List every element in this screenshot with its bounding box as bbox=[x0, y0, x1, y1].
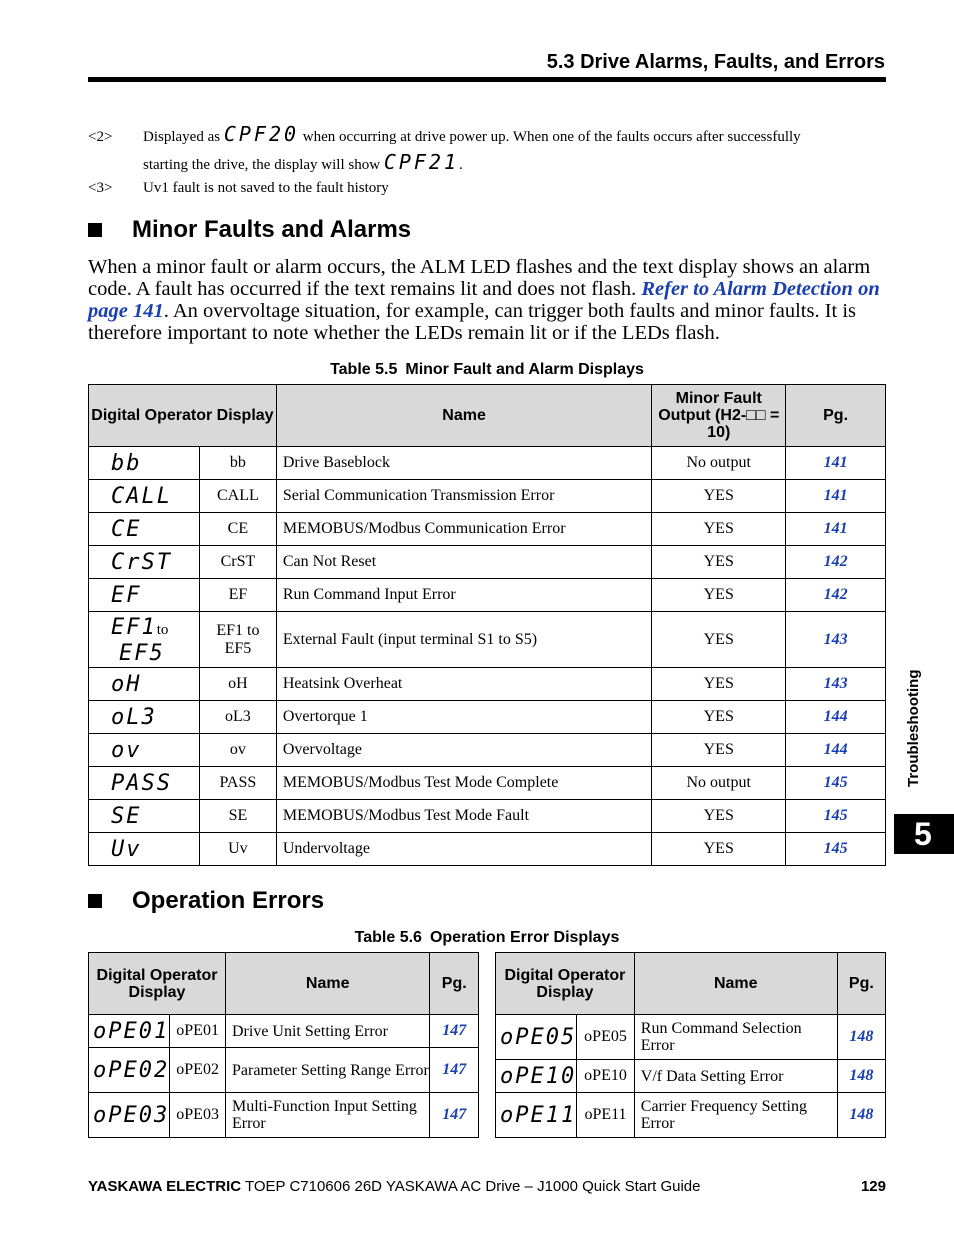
bullet-square-icon bbox=[88, 223, 102, 237]
name-cell: Can Not Reset bbox=[276, 546, 651, 579]
seg-display-code: oPE10 bbox=[500, 1064, 577, 1089]
code-cell bbox=[199, 668, 276, 701]
code-cell: oPE01 bbox=[170, 1015, 226, 1048]
caption-number: Table 5.5 bbox=[330, 361, 398, 378]
page-link[interactable]: 148 bbox=[837, 1060, 885, 1093]
name-cell: Run Command Selection Error bbox=[634, 1015, 837, 1060]
seg-display-code: oH bbox=[111, 672, 142, 697]
seg-display-cell bbox=[496, 1060, 577, 1093]
code-cell bbox=[199, 701, 276, 734]
output-cell: YES bbox=[652, 668, 786, 701]
code-cell bbox=[199, 579, 276, 612]
seg-display-code: EF bbox=[111, 583, 142, 608]
output-cell: YES bbox=[652, 701, 786, 734]
operation-error-table-right bbox=[495, 952, 886, 1138]
output-cell: YES bbox=[652, 480, 786, 513]
seg-display-code: PASS bbox=[111, 771, 172, 796]
intro-paragraph bbox=[88, 256, 888, 344]
table-caption bbox=[88, 361, 886, 379]
code-text: CE bbox=[227, 520, 249, 537]
seg-display-cell bbox=[89, 767, 200, 800]
seg-display-cell bbox=[89, 833, 200, 866]
page-link[interactable]: 148 bbox=[837, 1015, 885, 1060]
table-row bbox=[89, 579, 886, 612]
minor-fault-table bbox=[88, 384, 886, 866]
seg-display-cell bbox=[496, 1015, 577, 1060]
name-cell: Run Command Input Error bbox=[276, 579, 651, 612]
seg-display-code: oPE05 bbox=[500, 1025, 577, 1050]
page-link[interactable]: 141 bbox=[786, 513, 886, 546]
chapter-tab[interactable]: 5 bbox=[894, 814, 954, 854]
name-cell: Overvoltage bbox=[276, 734, 651, 767]
name-cell: Heatsink Overheat bbox=[276, 668, 651, 701]
page-link[interactable]: 143 bbox=[786, 612, 886, 668]
code-cell bbox=[199, 513, 276, 546]
col-header-pg: Pg. bbox=[430, 953, 479, 1015]
note-text: when occurring at drive power up. When one of the faults occurs after successfully bbox=[299, 129, 801, 145]
heading-text: Operation Errors bbox=[132, 887, 325, 914]
header-title: 5.3 Drive Alarms, Faults, and Errors bbox=[546, 51, 885, 73]
name-cell: MEMOBUS/Modbus Test Mode Fault bbox=[276, 800, 651, 833]
page-link[interactable]: 148 bbox=[837, 1093, 885, 1138]
seg-display-code: EF5 bbox=[119, 640, 165, 666]
code-text: bb bbox=[229, 454, 246, 471]
name-cell: External Fault (input terminal S1 to S5) bbox=[276, 612, 651, 668]
table-row bbox=[496, 1060, 886, 1093]
seg-display-cell bbox=[89, 546, 200, 579]
code-text: SE bbox=[228, 807, 248, 824]
code-cell: oPE03 bbox=[170, 1093, 226, 1138]
seg-display-code: oPE11 bbox=[500, 1103, 577, 1128]
code-cell: oPE11 bbox=[577, 1093, 635, 1138]
page-link[interactable]: 147 bbox=[430, 1048, 479, 1093]
table-caption bbox=[88, 929, 886, 947]
table-row bbox=[89, 1015, 479, 1048]
seg-display-cell bbox=[89, 734, 200, 767]
output-cell: YES bbox=[652, 833, 786, 866]
footer-brand: YASKAWA ELECTRIC bbox=[88, 1178, 242, 1195]
output-cell: YES bbox=[652, 734, 786, 767]
section-heading-operation-errors bbox=[88, 887, 324, 915]
seg-display-code: oPE02 bbox=[93, 1058, 170, 1083]
page-link[interactable]: 141 bbox=[786, 447, 886, 480]
page-link[interactable]: 144 bbox=[786, 701, 886, 734]
col-header-display: Digital Operator Display bbox=[89, 385, 277, 447]
footer-doc: TOEP C710606 26D YASKAWA AC Drive – J1000 Quick Start Guide bbox=[241, 1178, 701, 1195]
seg-display-code: SE bbox=[111, 804, 142, 829]
table-row bbox=[89, 701, 886, 734]
seg-display-code: Uv bbox=[111, 837, 142, 862]
code-text: EF1 to bbox=[216, 621, 260, 639]
code-cell: oPE10 bbox=[577, 1060, 635, 1093]
table-row bbox=[89, 513, 886, 546]
col-header-display: Digital Operator Display bbox=[89, 953, 226, 1015]
code-cell bbox=[199, 734, 276, 767]
intro-text: . An overvoltage situation, for example, can trigger both faults and minor faults. It is therefore important to note whether the LEDs remain lit or if the LEDs flash. bbox=[88, 300, 857, 344]
note-text: . bbox=[459, 157, 463, 173]
table-row bbox=[89, 480, 886, 513]
code-cell: oPE05 bbox=[577, 1015, 635, 1060]
code-text: EF bbox=[228, 586, 248, 603]
output-cell: No output bbox=[652, 767, 786, 800]
code-text: PASS bbox=[219, 774, 257, 791]
caption-title: Operation Error Displays bbox=[429, 929, 620, 946]
seg-display-code: CPF20 bbox=[223, 122, 300, 146]
seg-display-code: CrST bbox=[111, 550, 172, 575]
output-cell: YES bbox=[652, 800, 786, 833]
table-row bbox=[496, 1015, 886, 1060]
seg-display-cell bbox=[89, 612, 200, 668]
col-header-display: Digital Operator Display bbox=[496, 953, 635, 1015]
name-cell: Undervoltage bbox=[276, 833, 651, 866]
col-header-name: Name bbox=[226, 953, 430, 1015]
name-cell: MEMOBUS/Modbus Communication Error bbox=[276, 513, 651, 546]
table-row bbox=[89, 734, 886, 767]
code-text: ov bbox=[229, 741, 246, 758]
page-link[interactable]: 145 bbox=[786, 800, 886, 833]
name-cell: Drive Baseblock bbox=[276, 447, 651, 480]
seg-display-code: oPE03 bbox=[93, 1103, 170, 1128]
name-cell: V/f Data Setting Error bbox=[634, 1060, 837, 1093]
seg-display-cell bbox=[89, 1048, 170, 1093]
name-cell: Parameter Setting Range Error bbox=[226, 1048, 430, 1093]
table-row bbox=[89, 1093, 479, 1138]
name-cell: MEMOBUS/Modbus Test Mode Complete bbox=[276, 767, 651, 800]
col-header-name: Name bbox=[276, 385, 651, 447]
seg-display-cell bbox=[89, 668, 200, 701]
col-header-pg: Pg. bbox=[837, 953, 885, 1015]
bullet-square-icon bbox=[88, 894, 102, 908]
operation-error-table-left bbox=[88, 952, 479, 1138]
seg-display-code: CALL bbox=[111, 484, 172, 509]
code-cell: oPE02 bbox=[170, 1048, 226, 1093]
header-rule bbox=[88, 77, 886, 82]
output-cell: YES bbox=[652, 579, 786, 612]
code-text: CrST bbox=[220, 553, 256, 570]
name-cell: Overtorque 1 bbox=[276, 701, 651, 734]
note-2 bbox=[88, 122, 801, 146]
note-marker: <3> bbox=[88, 180, 113, 196]
table-row bbox=[89, 833, 886, 866]
seg-display-code: CPF21 bbox=[383, 150, 460, 174]
code-text: CALL bbox=[217, 487, 259, 504]
code-cell bbox=[199, 612, 276, 668]
table-row bbox=[496, 1093, 886, 1138]
code-text: Uv bbox=[228, 840, 248, 857]
seg-to-text: to bbox=[156, 621, 169, 638]
col-header-output: Minor Fault Output (H2-□□ = 10) bbox=[652, 385, 786, 447]
seg-display-cell bbox=[89, 447, 200, 480]
seg-display-cell bbox=[89, 701, 200, 734]
note-text: Uv1 fault is not saved to the fault history bbox=[143, 180, 389, 196]
output-cell: No output bbox=[652, 447, 786, 480]
side-section-label: Troubleshooting bbox=[905, 669, 922, 787]
seg-display-cell bbox=[89, 1015, 170, 1048]
page-link[interactable]: 141 bbox=[786, 480, 886, 513]
code-text: oH bbox=[228, 675, 248, 692]
page-link[interactable]: 145 bbox=[786, 833, 886, 866]
code-cell bbox=[199, 546, 276, 579]
code-cell bbox=[199, 767, 276, 800]
note-marker: <2> bbox=[88, 129, 113, 145]
name-cell: Drive Unit Setting Error bbox=[226, 1015, 430, 1048]
code-cell bbox=[199, 800, 276, 833]
seg-display-code: CE bbox=[111, 517, 142, 542]
code-text: oL3 bbox=[225, 708, 251, 725]
name-cell: Multi-Function Input Setting Error bbox=[226, 1093, 430, 1138]
page-link[interactable]: 147 bbox=[430, 1015, 479, 1048]
table-row bbox=[89, 767, 886, 800]
intro-text: When a minor fault or alarm occurs, the ALM LED flashes and the text display shows an alarm code. A fault has occurred if the text remains lit and does not flash. bbox=[88, 256, 871, 300]
table-row bbox=[89, 447, 886, 480]
output-cell: YES bbox=[652, 513, 786, 546]
seg-display-code: ov bbox=[111, 738, 142, 763]
name-cell: Carrier Frequency Setting Error bbox=[634, 1093, 837, 1138]
note-3 bbox=[88, 180, 389, 197]
note-text: Displayed as bbox=[143, 129, 224, 145]
table-row bbox=[89, 668, 886, 701]
name-cell: Serial Communication Transmission Error bbox=[276, 480, 651, 513]
note-text: starting the drive, the display will show bbox=[143, 157, 384, 173]
code-cell bbox=[199, 447, 276, 480]
page-link[interactable]: 145 bbox=[786, 767, 886, 800]
page-link[interactable]: 142 bbox=[786, 579, 886, 612]
table-row bbox=[89, 612, 886, 668]
seg-display-cell bbox=[89, 1093, 170, 1138]
seg-display-cell bbox=[89, 513, 200, 546]
heading-text: Minor Faults and Alarms bbox=[132, 216, 412, 243]
seg-display-cell bbox=[496, 1093, 577, 1138]
footer-text bbox=[88, 1178, 700, 1195]
page-link[interactable]: 143 bbox=[786, 668, 886, 701]
seg-display-cell bbox=[89, 579, 200, 612]
seg-display-cell bbox=[89, 800, 200, 833]
col-header-name: Name bbox=[634, 953, 837, 1015]
seg-display-code: oL3 bbox=[111, 705, 157, 730]
table-row bbox=[89, 800, 886, 833]
col-header-pg: Pg. bbox=[786, 385, 886, 447]
note-2-line2 bbox=[143, 150, 463, 174]
code-text: EF5 bbox=[224, 639, 252, 657]
code-cell bbox=[199, 833, 276, 866]
page-link[interactable]: 147 bbox=[430, 1093, 479, 1138]
code-cell bbox=[199, 480, 276, 513]
seg-display-code: bb bbox=[111, 451, 142, 476]
caption-title: Minor Fault and Alarm Displays bbox=[405, 361, 644, 378]
table-row bbox=[89, 1048, 479, 1093]
page-link[interactable]: 144 bbox=[786, 734, 886, 767]
table-row bbox=[89, 546, 886, 579]
page-number: 129 bbox=[860, 1178, 886, 1195]
caption-number: Table 5.6 bbox=[354, 929, 422, 946]
output-cell: YES bbox=[652, 546, 786, 579]
page-link[interactable]: 142 bbox=[786, 546, 886, 579]
section-heading-minor-faults bbox=[88, 216, 411, 244]
cross-reference-link[interactable]: Refer to Alarm Detection on page 141 bbox=[88, 278, 880, 322]
seg-display-code: EF1 bbox=[111, 614, 157, 640]
seg-display-code: oPE01 bbox=[93, 1019, 170, 1044]
output-cell: YES bbox=[652, 612, 786, 668]
seg-display-cell bbox=[89, 480, 200, 513]
